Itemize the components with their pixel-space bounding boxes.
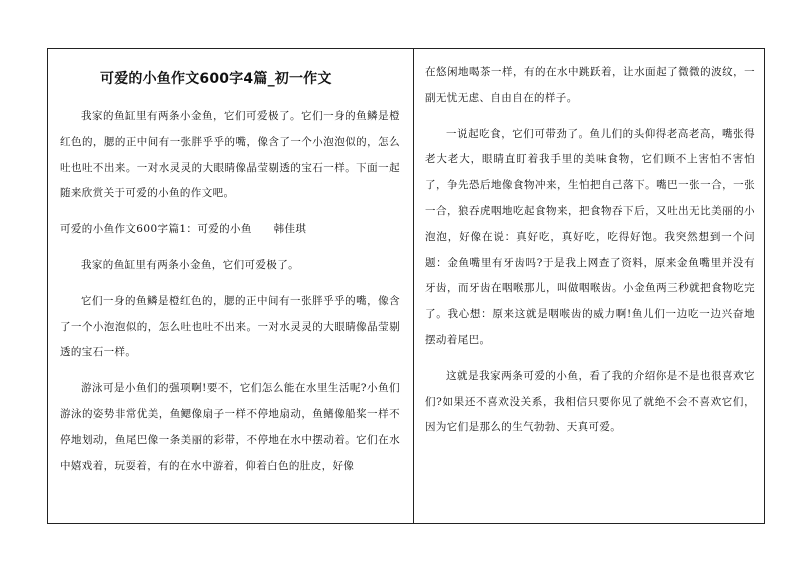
paragraph: 游泳可是小鱼们的强项啊!要不，它们怎么能在水里生活呢?小鱼们游泳的姿势非常优美，鱼鳃像扇子一样不停地扇动，鱼鳍像船桨一样不停地划动，鱼尾巴像一条美丽的彩带，不停地在水中摆动着。它们在水中嬉戏着，玩耍着，有的在水中游着，仰着白色的肚皮，好像 [60, 382, 400, 472]
intro-paragraph: 我家的鱼缸里有两条小金鱼，它们可爱极了。它们一身的鱼鳞是橙红色的，腮的正中间有一张胖乎乎的嘴，像含了一个小泡泡似的，怎么吐也吐不出来。一对水灵灵的大眼睛像晶莹剔透的宝石一样。下面一起随来欣赏关于可爱的小鱼的作文吧。 [60, 110, 400, 200]
essay-heading: 可爱的小鱼作文600字篇1：可爱的小鱼 韩佳琪 [60, 223, 307, 236]
right-column [425, 60, 755, 451]
paragraph-continued: 在悠闲地喝茶一样，有的在水中跳跃着，让水面起了微微的波纹，一副无忧无虑、自由自在的样子。 [425, 66, 755, 104]
paragraph: 一说起吃食，它们可带劲了。鱼儿们的头仰得老高老高，嘴张得老大老大，眼睛直盯着我手里的美味食物，它们顾不上害怕不害怕了，争先恐后地像食物冲来，生怕把自己落下。嘴巴一张一合，一张一合，狼吞虎咽地吃起食物来，把食物吞下后，又吐出无比美丽的小泡泡，好像在说：真好吃，真好吃，吃得好饱。我突然想到一个问题：金鱼嘴里有牙齿吗?于是我上网查了资料，原来金鱼嘴里并没有牙齿，而牙齿在咽喉那儿，叫做咽喉齿。小金鱼两三秒就把食物吃完了。我心想：原来这就是咽喉齿的威力啊!鱼儿们一边吃一边兴奋地摆动着尾巴。 [425, 127, 755, 346]
paragraph: 它们一身的鱼鳞是橙红色的，腮的正中间有一张胖乎乎的嘴，像含了一个小泡泡似的，怎么吐也吐不出来。一对水灵灵的大眼睛像晶莹剔透的宝石一样。 [60, 294, 400, 359]
paragraph: 这就是我家两条可爱的小鱼，看了我的介绍你是不是也很喜欢它们?如果还不喜欢没关系，我相信只要你见了就绝不会不喜欢它们，因为它们是那么的生气勃勃、天真可爱。 [425, 369, 755, 434]
left-column [60, 68, 400, 489]
paragraph: 我家的鱼缸里有两条小金鱼，它们可爱极了。 [81, 258, 299, 271]
document-title: 可爱的小鱼作文600字4篇_初一作文 [100, 71, 332, 87]
column-divider [413, 48, 414, 524]
